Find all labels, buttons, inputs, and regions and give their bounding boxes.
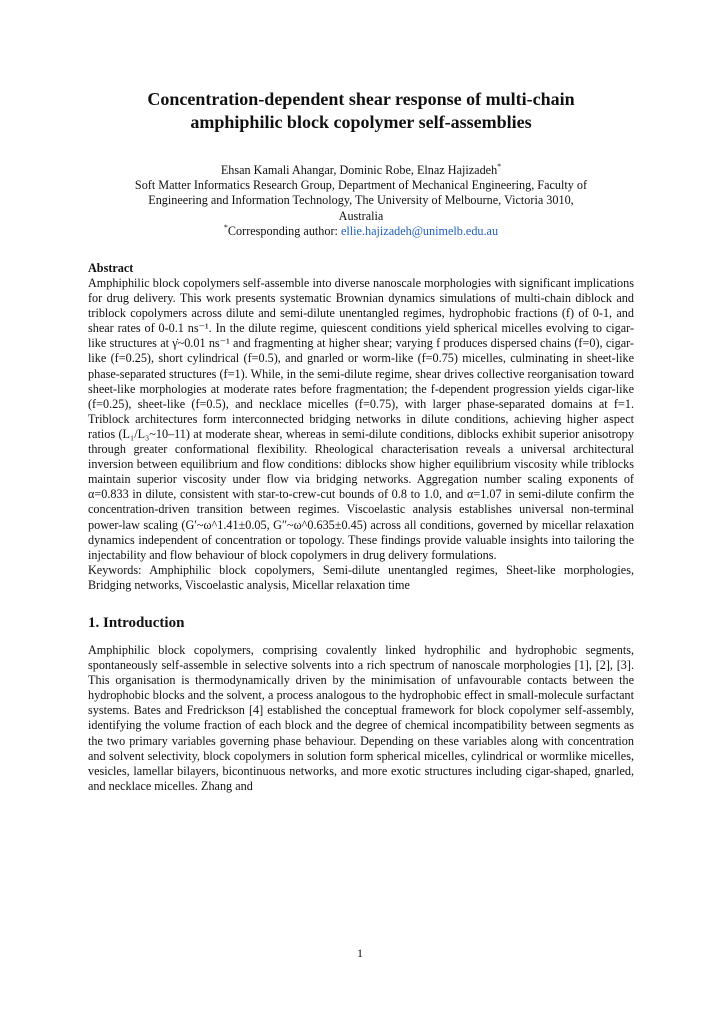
section-heading-introduction: 1. Introduction	[88, 614, 185, 631]
email-link[interactable]: ellie.hajizadeh@unimelb.edu.au	[340, 223, 499, 238]
affiliation-line-3: Australia	[338, 208, 384, 223]
introduction-text: Amphiphilic block copolymers, comprising covalently linked hydrophilic and hydrophobic segments, spontaneously self-assemble in selective solvents into a rich spectrum of nanoscale morphologies [1], [2], [3]. This organisation is thermodynamically driven by the minimisation of unfavourable contacts between the hydrophobic blocks and the solvent, a process analogous to the hydrophobic effect in small-molecule surfactant systems. Bates and Fredrickson [4] established the conceptual framework for block copolymer self-assembly, identifying the volume fraction of each block and the degree of chemical incompatibility between segments as the two primary variables governing phase behaviour. Depending on these variables along with concentration and solvent selectivity, block copolymers in solution form spherical micelles, cylindrical or wormlike micelles, vesicles, lamellar bilayers, bicontinuous networks, and more exotic structures including cigar-shaped, gnarled, and necklace micelles. Zhang and	[88, 642, 634, 793]
abstract-text: Amphiphilic block copolymers self-assemble into diverse nanoscale morphologies with significant implications for drug delivery. This work presents systematic Brownian dynamics simulations of multi-chain diblock and triblock copolymers across dilute and semi-dilute unentangled regimes, hydrophobic fractions (f) of 0-1, and shear rates of 0-0.1 ns⁻¹. In the dilute regime, quiescent conditions yield spherical micelles evolving to cigar-like structures at γ̇~0.01 ns⁻¹ and fragmenting at higher shear; varying f produces dispersed chains (f=0), cigar-like (f=0.25), short cylindrical (f=0.5), and gnarled or worm-like (f=0.75) micelles, culminating in sheet-like phase-separated structures (f=1). While, in the semi-dilute regime, shear drives collective reorganisation toward sheet-like morphologies at moderate rates before fragmentation; the f-dependent progression yields cigar-like (f=0.25), sheet-like (f=0.5), and necklace micelles (f=0.75), with larger phase-separated domains at f=1. Triblock architectures form interconnected bridging networks in dilute conditions, achieving higher aspect ratios (L₁/L₃~10–11) at moderate shear, whereas in semi-dilute conditions, diblocks exhibit superior anisotropy through greater conformational flexibility. Rheological characterisation reveals a universal architectural inversion between equilibrium and flow conditions: diblocks show higher equilibrium viscosity while triblocks maintain superior viscosity under flow via bridging networks. Aggregation number scaling exponents of α=0.833 in dilute, consistent with star-to-crew-cut bounds of 0.8 to 1.0, and α=1.07 in semi-dilute confirm the concentration-driven transition between regimes. Viscoelastic analysis establishes universal non-terminal power-law scaling (G′~ω^1.41±0.05, G″~ω^0.635±0.45) across all conditions, governed by micellar relaxation dynamics independent of concentration or topology. These findings provide valuable insights into tailoring the injectability and flow behaviour of block copolymers in drug delivery formulations.	[88, 276, 634, 562]
corresponding-mark-2: *	[223, 222, 228, 232]
author-block	[88, 163, 634, 239]
author-names: Ehsan Kamali Ahangar, Dominic Robe, Elnaz Hajizadeh*	[220, 161, 502, 177]
abstract-heading: Abstract	[88, 261, 134, 276]
corresponding-author: *Corresponding author: ellie.hajizadeh@unimelb.edu.au	[223, 222, 499, 238]
keywords: Keywords: Amphiphilic block copolymers, Semi-dilute unentangled regimes, Sheet-like morphologies, Bridging networks, Viscoelastic analysis, Micellar relaxation time	[88, 562, 634, 592]
corresponding-mark: *	[497, 161, 502, 171]
title-line-1: Concentration-dependent shear response of multi-chain	[147, 89, 575, 109]
paper-page	[88, 88, 634, 794]
affiliation-line-2: Engineering and Information Technology, The University of Melbourne, Victoria 3010,	[148, 193, 574, 208]
title-line-2: amphiphilic block copolymer self-assemblies	[190, 112, 532, 132]
page-number: 1	[357, 946, 363, 960]
paper-title	[88, 88, 634, 134]
affiliation-line-1: Soft Matter Informatics Research Group, Department of Mechanical Engineering, Faculty of	[134, 178, 588, 193]
